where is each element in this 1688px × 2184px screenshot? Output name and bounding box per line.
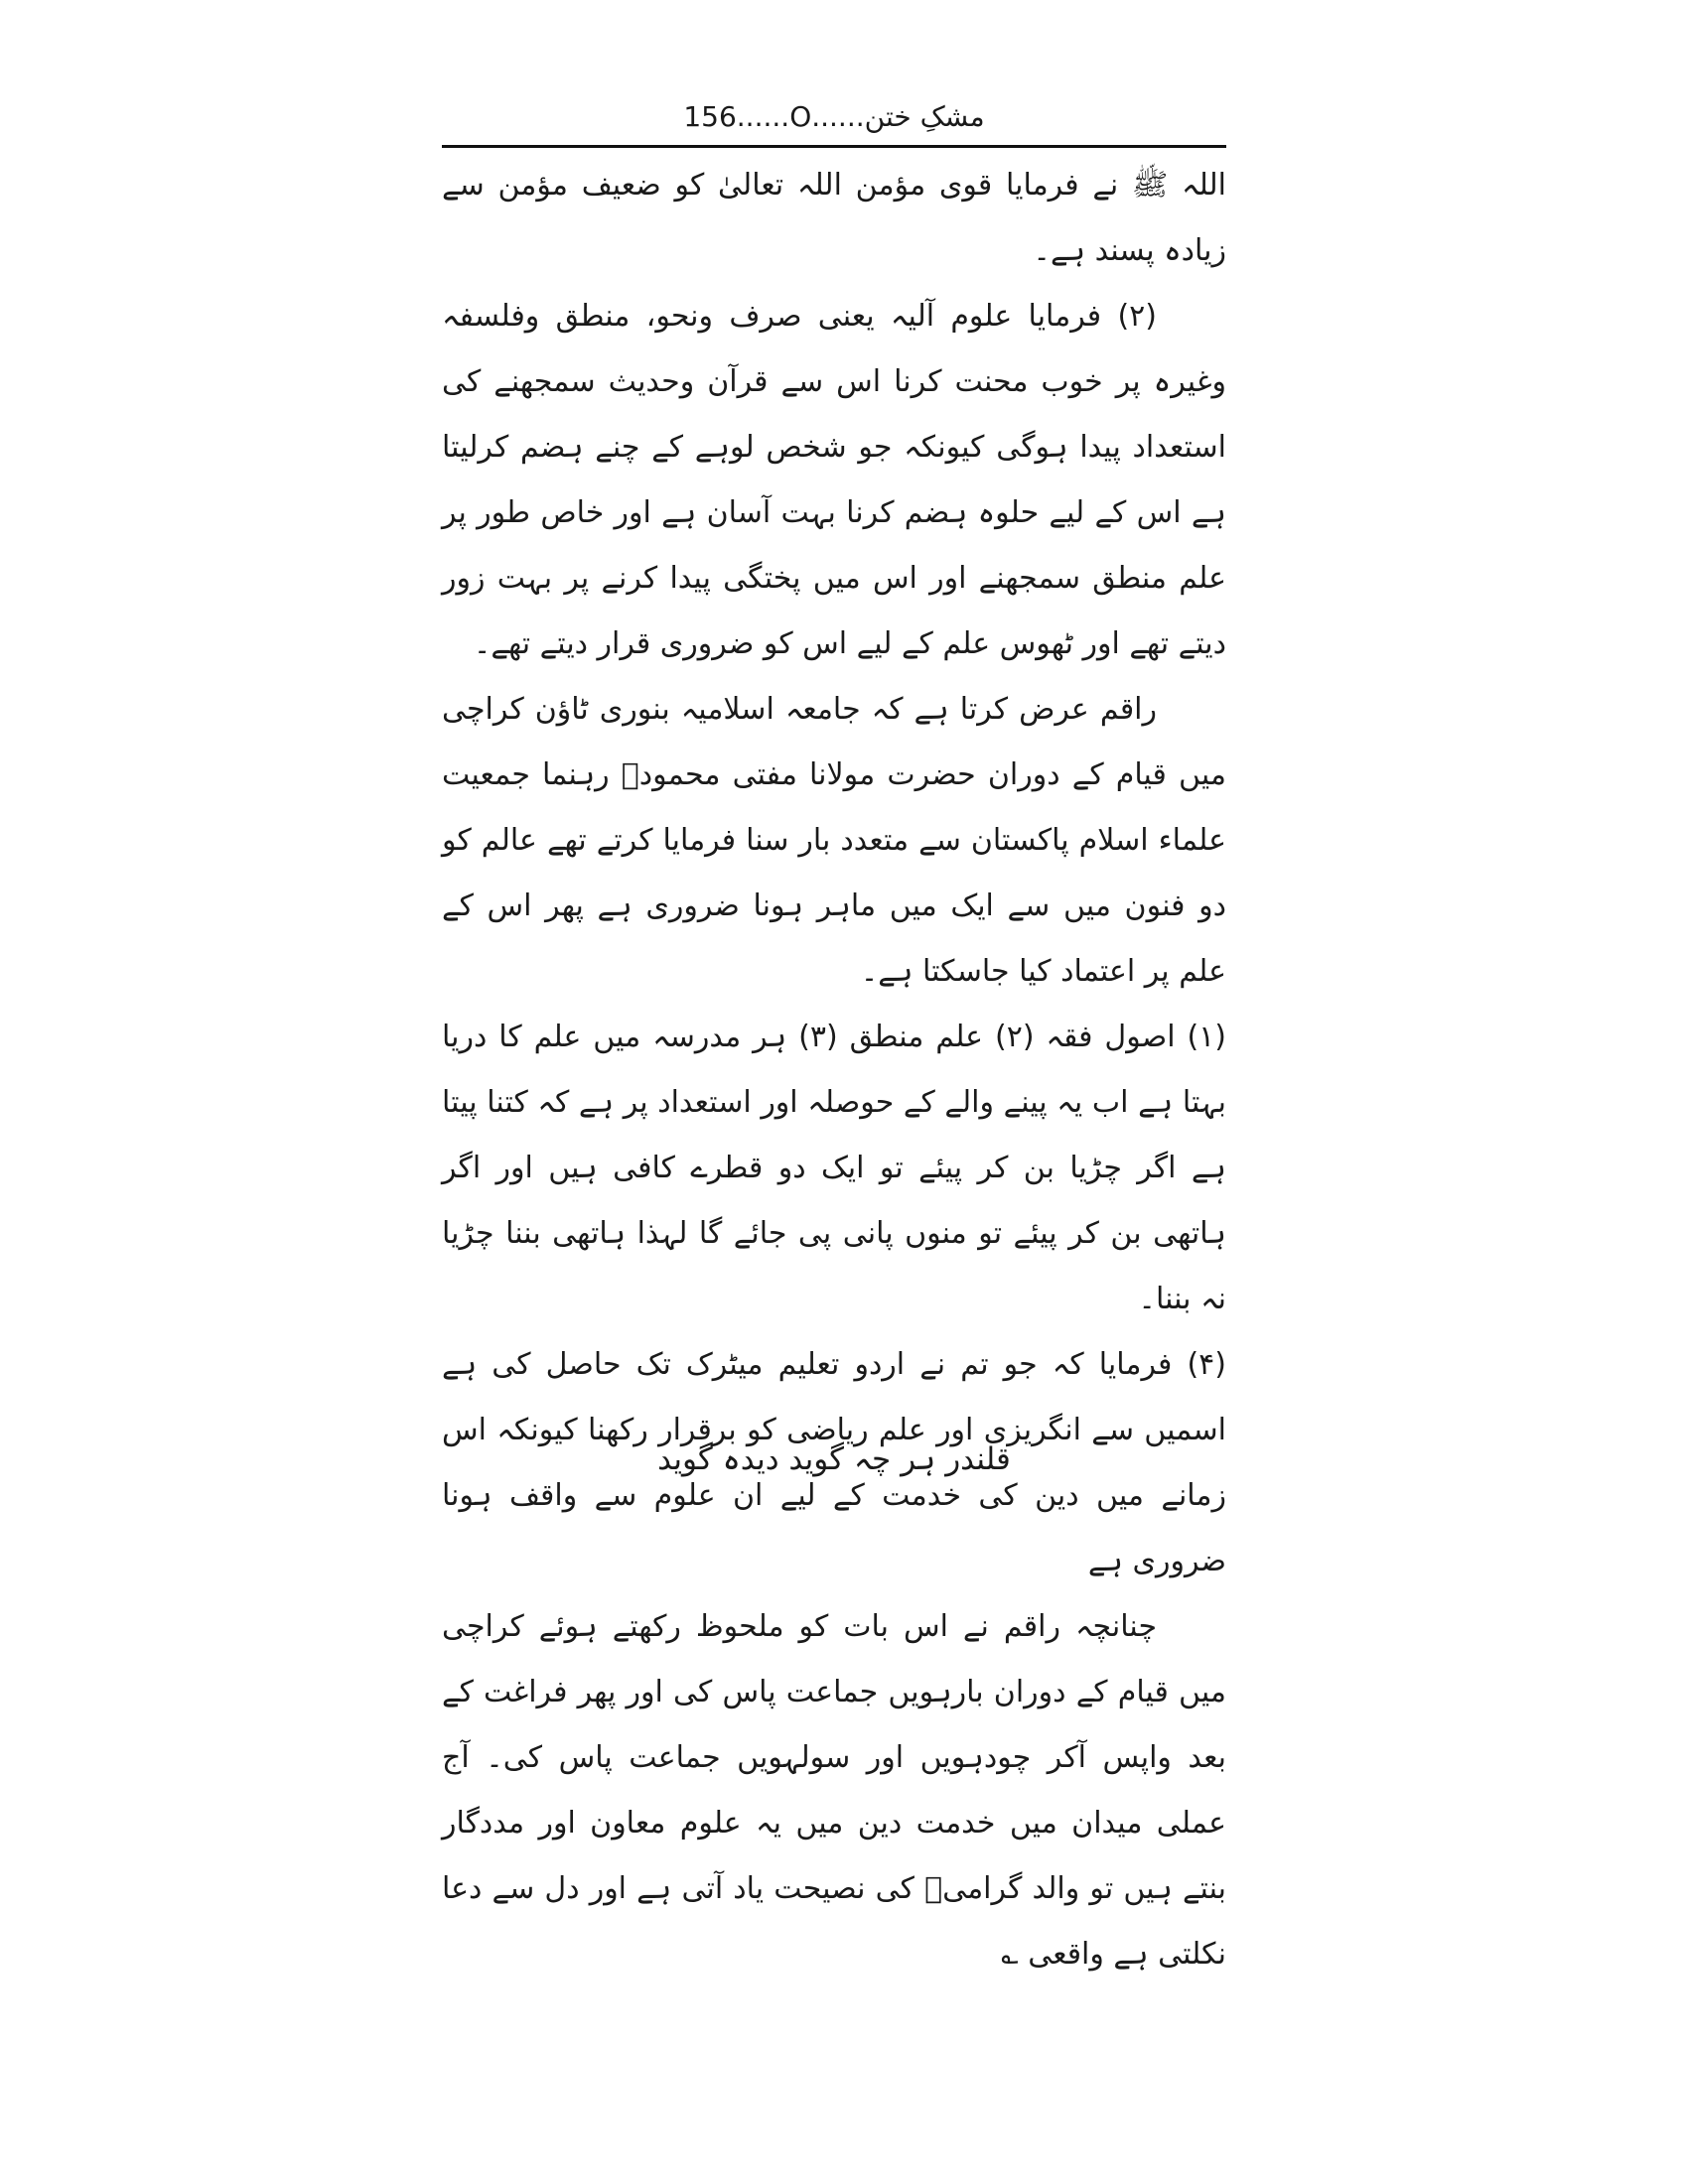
paragraph-4: (۱) اصول فقہ (۲) علم منطق (۳) ہر مدرسہ میں علم کا دریا بہتا ہے اب یہ پینے والے کے حوصلہ اور استعداد پر ہے کہ کتنا پیتا ہے اگر چڑیا بن کر پیئے تو ایک دو قطرے کافی ہیں اور اگر ہاتھی بن کر پیئے تو منوں پانی پی جائے گا لہذا ہاتھی بننا چڑیا نہ بننا۔ [442,1020,1226,1316]
header-separator: ......O...... [736,100,865,133]
closing-couplet: قلندر ہر چہ گوید دیدہ گوید [657,1441,1011,1477]
page-header [442,91,1226,143]
paragraph-5: (۴) فرمایا کہ جو تم نے اردو تعلیم میٹرک تک حاصل کی ہے اسمیں سے انگریزی اور علم ریاضی کو برقرار رکھنا کیونکہ اس زمانے میں دین کی خدمت کے لیے ان علوم سے واقف ہونا ضروری ہے [442,1347,1226,1578]
paragraph-2: (۲) فرمایا علوم آلیہ یعنی صرف ونحو، منطق وفلسفہ وغیرہ پر خوب محنت کرنا اس سے قرآن وحدیث سمجھنے کی استعداد پیدا ہوگی کیونکہ جو شخص لوہے کے چنے ہضم کرلیتا ہے اس کے لیے حلوہ ہضم کرنا بہت آسان ہے اور خاص طور پر علم منطق سمجھنے اور اس میں پختگی پیدا کرنے پر بہت زور دیتے تھے اور ٹھوس علم کے لیے اس کو ضروری قرار دیتے تھے۔ [442,299,1226,661]
page-number: 156 [683,100,737,133]
paragraph-1: اللہ ﷺ نے فرمایا قوی مؤمن اللہ تعالیٰ کو ضعیف مؤمن سے زیادہ پسند ہے۔ [442,168,1226,268]
header-rule [442,145,1226,148]
paragraph-6: چنانچہ راقم نے اس بات کو ملحوظ رکھتے ہوئے کراچی میں قیام کے دوران بارہویں جماعت پاس کی اور پھر فراغت کے بعد واپس آکر چودہویں اور سولہویں جماعت پاس کی۔ آج عملی میدان میں خدمت دین میں یہ علوم معاون اور مددگار بنتے ہیں تو والد گرامیؒ کی نصیحت یاد آتی ہے اور دل سے دعا نکلتی ہے واقعی ؎ [442,1609,1226,1972]
paragraph-3: راقم عرض کرتا ہے کہ جامعہ اسلامیہ بنوری ٹاؤن کراچی میں قیام کے دوران حضرت مولانا مفتی محمودؒ رہنما جمعیت علماء اسلام پاکستان سے متعدد بار سنا فرمایا کرتے تھے عالم کو دو فنون میں سے ایک میں ماہر ہونا ضروری ہے پھر اس کے علم پر اعتماد کیا جاسکتا ہے۔ [442,692,1226,989]
book-title: مشکِ ختن [864,100,985,133]
body-text [442,149,1226,1987]
